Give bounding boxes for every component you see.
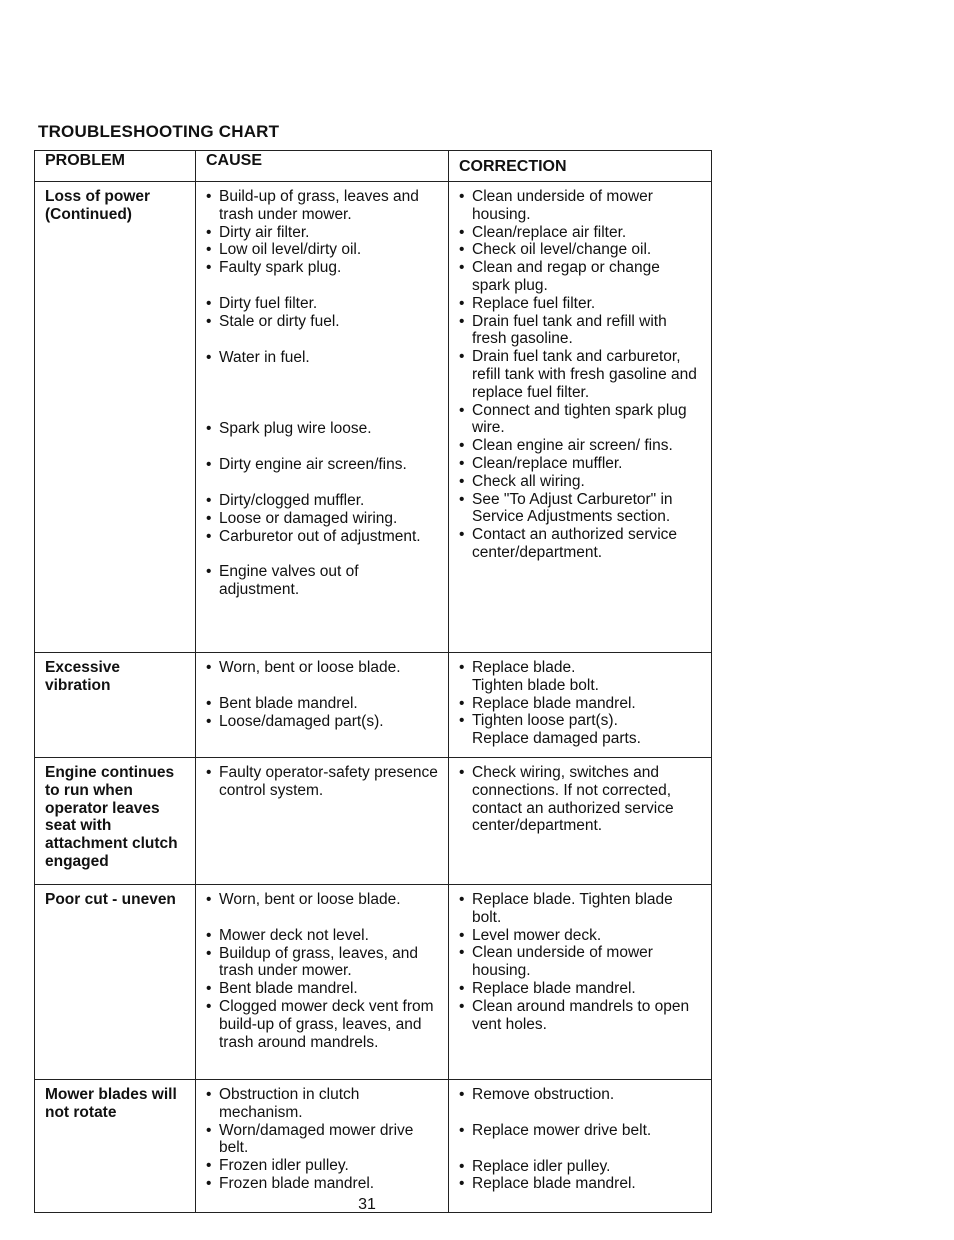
correction-item: • Check oil level/change oil. xyxy=(459,241,701,259)
cause-cell xyxy=(195,758,448,884)
correction-item: • Clean underside of mower housing. xyxy=(459,944,701,980)
correction-item: • Contact an authorized service center/department. xyxy=(459,526,701,562)
cause-item: • Worn, bent or loose blade. xyxy=(206,659,438,677)
cause-item: • Bent blade mandrel. xyxy=(206,695,438,713)
correction-cell xyxy=(448,1080,711,1212)
cause-item: • Dirty engine air screen/fins. xyxy=(206,456,438,474)
correction-item: • Replace blade mandrel. xyxy=(459,1175,701,1193)
cause-item: • Frozen blade mandrel. xyxy=(206,1175,438,1193)
cause-item: • Clogged mower deck vent from build-up of grass, leaves, and trash around mandrels. xyxy=(206,998,438,1051)
correction-item: • Tighten loose part(s). xyxy=(459,712,701,730)
cause-item: • Loose/damaged part(s). xyxy=(206,713,438,731)
troubleshooting-table xyxy=(34,150,712,1213)
cause-cell xyxy=(195,885,448,1079)
correction-item: • Replace fuel filter. xyxy=(459,295,701,313)
cause-cell xyxy=(195,653,448,757)
correction-cell xyxy=(448,182,711,652)
cause-item: • Bent blade mandrel. xyxy=(206,980,438,998)
correction-item: • Clean/replace muffler. xyxy=(459,455,701,473)
cause-item: • Build-up of grass, leaves and trash under mower. xyxy=(206,188,438,224)
correction-cell xyxy=(448,653,711,757)
correction-item: • See "To Adjust Carburetor" in Service Adjustments section. xyxy=(459,491,701,527)
table-row xyxy=(35,758,711,885)
problem-cell: Excessive vibration xyxy=(45,659,120,694)
problem-cell: Mower blades will not rotate xyxy=(45,1086,177,1121)
cause-item: • Spark plug wire loose. xyxy=(206,420,438,438)
cause-item: • Obstruction in clutch mechanism. xyxy=(206,1086,438,1122)
cause-item: • Dirty/clogged muffler. xyxy=(206,492,438,510)
correction-item: Replace damaged parts. xyxy=(472,730,641,748)
cause-item: • Dirty fuel filter. xyxy=(206,295,438,313)
correction-cell xyxy=(448,758,711,884)
correction-item: • Clean and regap or change spark plug. xyxy=(459,259,701,295)
table-row xyxy=(35,182,711,653)
correction-item: • Clean around mandrels to open vent holes. xyxy=(459,998,701,1034)
correction-item: • Replace blade mandrel. xyxy=(459,980,701,998)
cause-item: • Worn, bent or loose blade. xyxy=(206,891,438,909)
cause-item: • Engine valves out of adjustment. xyxy=(206,563,438,599)
correction-item: • Check all wiring. xyxy=(459,473,701,491)
correction-item: • Drain fuel tank and refill with fresh gasoline. xyxy=(459,313,701,349)
page-number: 31 xyxy=(358,1196,376,1213)
table-body xyxy=(35,182,711,1212)
chart-title: TROUBLESHOOTING CHART xyxy=(38,122,280,141)
cause-item: • Loose or damaged wiring. xyxy=(206,510,438,528)
correction-item: Tighten blade bolt. xyxy=(472,676,599,694)
correction-cell xyxy=(448,885,711,1079)
problem-cell: Poor cut - uneven xyxy=(45,891,176,908)
table-row xyxy=(35,653,711,758)
cause-item: • Faulty operator-safety presence control system. xyxy=(206,764,438,800)
correction-item: • Level mower deck. xyxy=(459,927,701,945)
correction-item: • Check wiring, switches and connections. If not corrected, contact an authorized service center/department. xyxy=(459,764,701,835)
correction-item: • Replace blade. Tighten blade bolt. xyxy=(459,891,701,927)
table-header xyxy=(35,150,711,182)
correction-item: • Replace mower drive belt. xyxy=(459,1122,701,1140)
cause-item: • Carburetor out of adjustment. xyxy=(206,528,438,546)
correction-item: • Drain fuel tank and carburetor, refill tank with fresh gasoline and replace fuel filter. xyxy=(459,348,701,401)
header-correction: CORRECTION xyxy=(448,151,711,181)
table-row xyxy=(35,885,711,1080)
correction-item: • Clean underside of mower housing. xyxy=(459,188,701,224)
cause-item: • Buildup of grass, leaves, and trash under mower. xyxy=(206,945,438,981)
header-cause: CAUSE xyxy=(195,151,448,181)
correction-item: • Clean/replace air filter. xyxy=(459,224,701,242)
correction-item: • Connect and tighten spark plug wire. xyxy=(459,402,701,438)
table-row xyxy=(35,1080,711,1212)
problem-cell: Loss of power (Continued) xyxy=(45,188,151,223)
cause-cell xyxy=(195,182,448,652)
cause-item: • Dirty air filter. xyxy=(206,224,438,242)
cause-cell xyxy=(195,1080,448,1212)
cause-item: • Frozen idler pulley. xyxy=(206,1157,438,1175)
cause-item: • Water in fuel. xyxy=(206,349,438,367)
cause-item: • Worn/damaged mower drive belt. xyxy=(206,1122,438,1158)
correction-item: • Clean engine air screen/ fins. xyxy=(459,437,701,455)
correction-item: • Replace blade. xyxy=(459,659,701,677)
correction-item: • Replace blade mandrel. xyxy=(459,695,701,713)
correction-item: • Remove obstruction. xyxy=(459,1086,701,1104)
cause-item: • Low oil level/dirty oil. xyxy=(206,241,438,259)
cause-item: • Faulty spark plug. xyxy=(206,259,438,277)
problem-cell: Engine continues to run when operator leaves seat with attachment clutch engaged xyxy=(45,764,178,870)
header-problem: PROBLEM xyxy=(45,152,125,169)
cause-item: • Mower deck not level. xyxy=(206,927,438,945)
correction-item: • Replace idler pulley. xyxy=(459,1158,701,1176)
cause-item: • Stale or dirty fuel. xyxy=(206,313,438,331)
